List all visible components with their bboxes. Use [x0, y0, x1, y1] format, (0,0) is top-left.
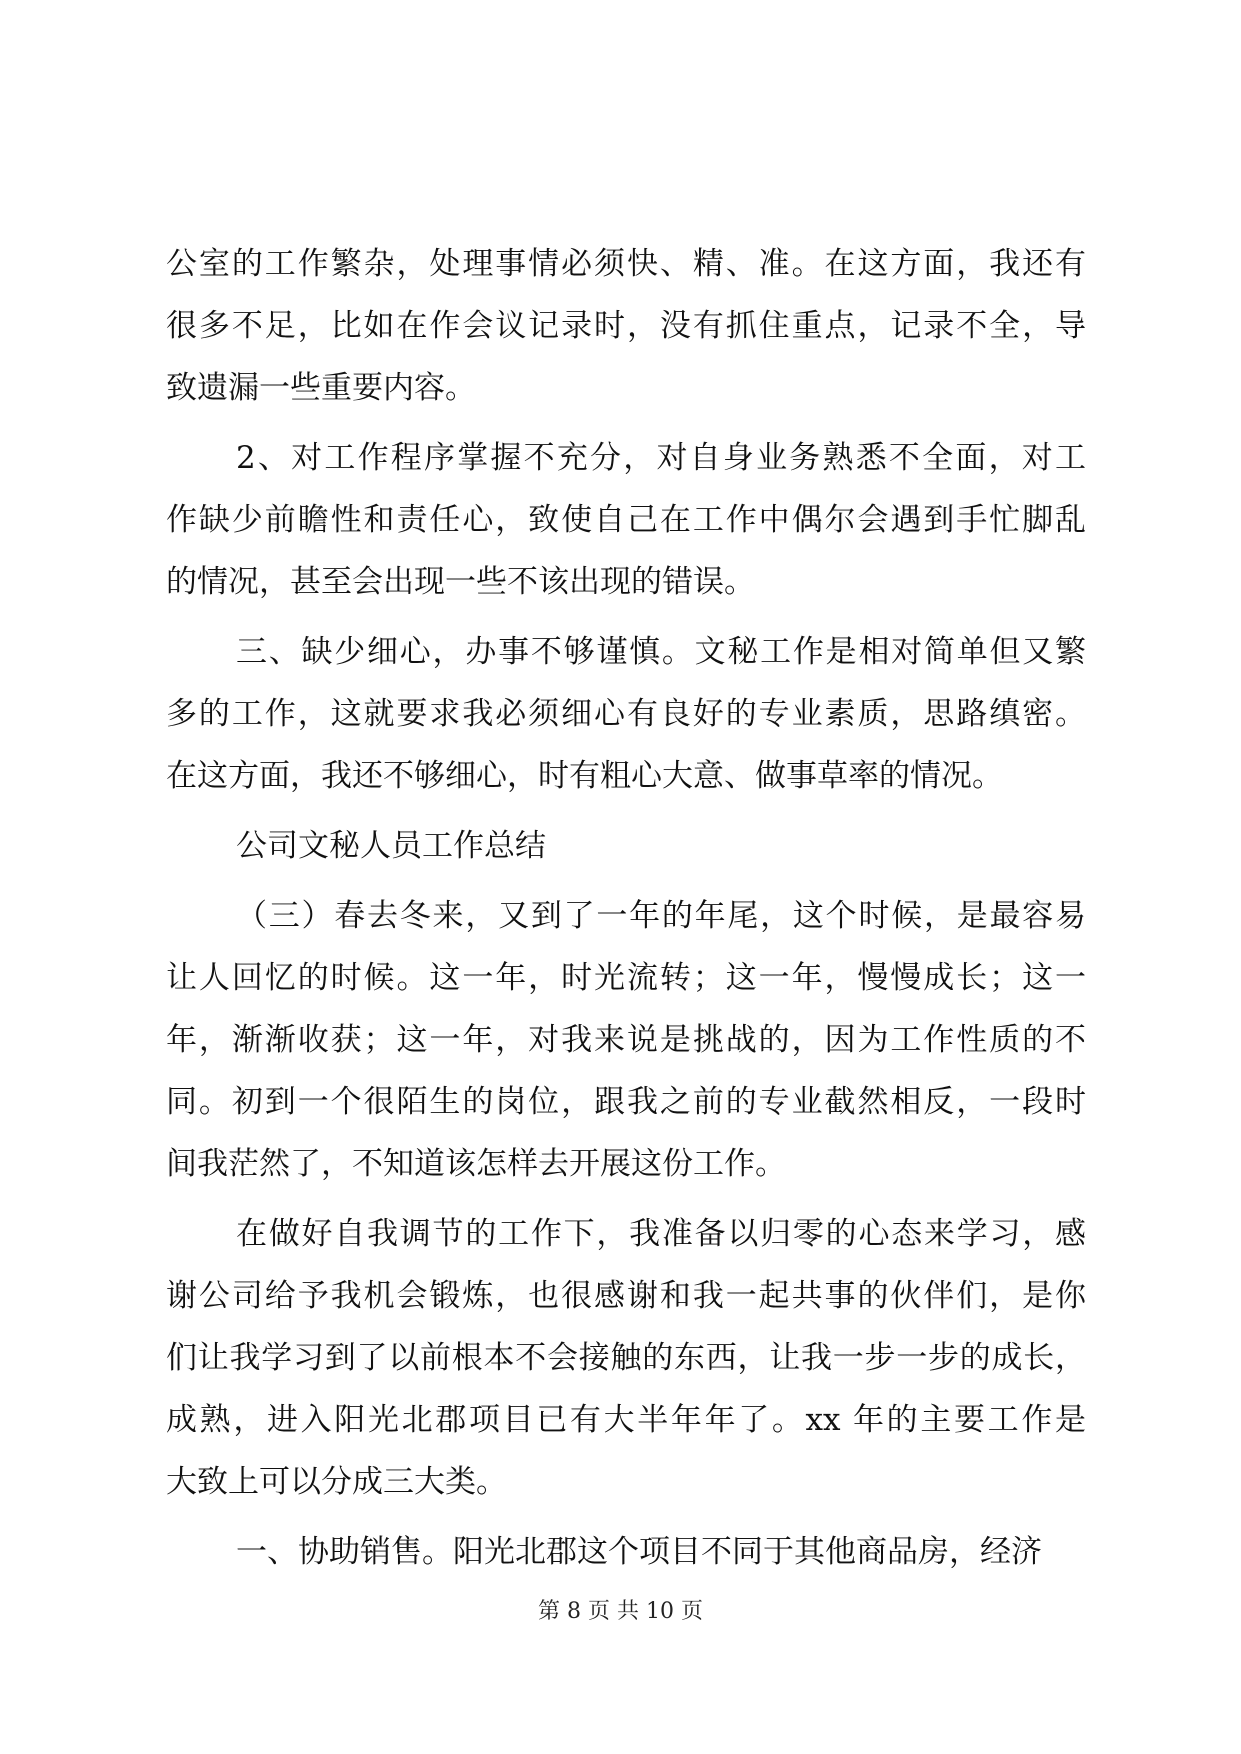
text-line: 公司文秘人员工作总结: [236, 828, 546, 864]
text-line: 谢公司给予我机会锻炼，也很感谢和我一起共事的伙伴们，是你: [166, 1278, 1086, 1314]
text-line: 多的工作，这就要求我必须细心有良好的专业素质，思路缜密。: [166, 696, 1086, 732]
text-line: 的情况，甚至会出现一些不该出现的错误。: [166, 564, 755, 600]
text-line: 同。初到一个很陌生的岗位，跟我之前的专业截然相反，一段时: [166, 1084, 1086, 1120]
document-body: [166, 233, 1086, 1591]
paragraph: [166, 621, 1086, 807]
text-line: 大致上可以分成三大类。: [166, 1464, 507, 1500]
text-line: 一、协助销售。阳光北郡这个项目不同于其他商品房，经济: [236, 1534, 1042, 1570]
text-line: 在这方面，我还不够细心，时有粗心大意、做事草率的情况。: [166, 758, 1003, 794]
paragraph: [166, 1203, 1086, 1513]
text-line: （三）春去冬来，又到了一年的年尾，这个时候，是最容易: [236, 898, 1086, 934]
text-line: 间我茫然了，不知道该怎样去开展这份工作。: [166, 1146, 786, 1182]
paragraph: [166, 1521, 1086, 1583]
text-line: 成熟，进入阳光北郡项目已有大半年年了。xx 年的主要工作是: [166, 1402, 1086, 1438]
text-line: 致遗漏一些重要内容。: [166, 370, 476, 406]
text-line: 很多不足，比如在作会议记录时，没有抓住重点，记录不全，导: [166, 308, 1086, 344]
text-line: 们让我学习到了以前根本不会接触的东西，让我一步一步的成长，: [166, 1340, 1086, 1376]
page-footer: 第 8 页 共 10 页: [538, 1599, 703, 1624]
paragraph: [166, 233, 1086, 419]
text-line: 让人回忆的时候。这一年，时光流转；这一年，慢慢成长；这一: [166, 960, 1086, 996]
text-line: 作缺少前瞻性和责任心，致使自己在工作中偶尔会遇到手忙脚乱: [166, 502, 1086, 538]
paragraph: [166, 427, 1086, 613]
paragraph: [166, 885, 1086, 1195]
text-line: 在做好自我调节的工作下，我准备以归零的心态来学习，感: [236, 1216, 1086, 1252]
text-line: 公室的工作繁杂，处理事情必须快、精、准。在这方面，我还有: [166, 246, 1086, 282]
text-line: 三、缺少细心，办事不够谨慎。文秘工作是相对简单但又繁: [236, 634, 1086, 670]
paragraph: [166, 815, 1086, 877]
text-line: 2、对工作程序掌握不充分，对自身业务熟悉不全面，对工: [236, 440, 1086, 476]
text-line: 年，渐渐收获；这一年，对我来说是挑战的，因为工作性质的不: [166, 1022, 1086, 1058]
